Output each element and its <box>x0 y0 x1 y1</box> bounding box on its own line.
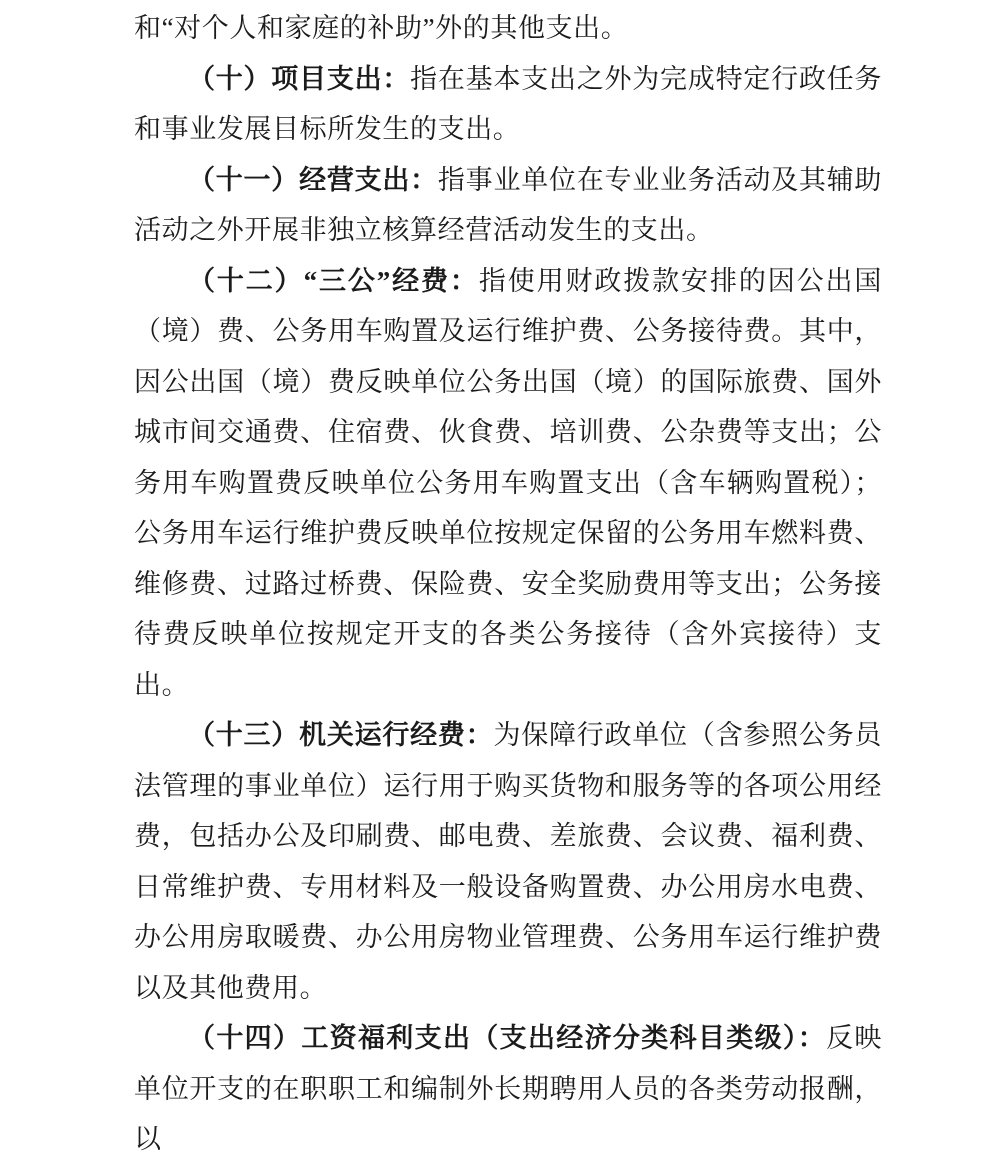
paragraph-heading: （十二）“三公”经费： <box>188 265 479 296</box>
paragraph-item-14 <box>134 1013 882 1165</box>
paragraph-continuation <box>134 3 882 54</box>
paragraph-heading: （十一）经营支出： <box>188 164 438 195</box>
paragraph-heading: （十四）工资福利支出（支出经济分类科目类级）： <box>188 1023 827 1053</box>
paragraph-item-12 <box>134 256 882 711</box>
paragraph-text: 指在基本支出之外为完成特定行政任务和事业发展目标所发生的支出。 <box>134 63 882 144</box>
paragraph-text: 和“对个人和家庭的补助”外的其他支出。 <box>134 13 629 43</box>
paragraph-heading: （十）项目支出： <box>188 63 411 94</box>
paragraph-item-11 <box>134 155 882 256</box>
paragraph-text: 反映单位开支的在职职工和编制外长期聘用人员的各类劳动报酬，以 <box>134 1023 882 1154</box>
paragraph-text: 为保障行政单位（含参照公务员法管理的事业单位）运行用于购买货物和服务等的各项公用经费，包括办公及印刷费、邮电费、差旅费、会议费、福利费、日常维护费、专用材料及一般设备购置费、办公用房水电费、办公用房取暖费、办公用房物业管理费、公务用车运行维护费以及其他费用。 <box>134 720 882 1003</box>
paragraph-item-13 <box>134 710 882 1013</box>
paragraph-heading: （十三）机关运行经费： <box>188 720 494 750</box>
paragraph-text: 指使用财政拨款安排的因公出国（境）费、公务用车购置及运行维护费、公务接待费。其中，因公出国（境）费反映单位公务出国（境）的国际旅费、国外城市间交通费、住宿费、伙食费、培训费、公杂费等支出；公务用车购置费反映单位公务用车购置支出（含车辆购置税）；公务用车运行维护费反映单位按规定保留的公务用车燃料费、维修费、过路过桥费、保险费、安全奖励费用等支出；公务接待费反映单位按规定开支的各类公务接待（含外宾接待）支出。 <box>134 265 882 700</box>
paragraph-item-10 <box>134 54 882 155</box>
paragraph-text: 指事业单位在专业业务活动及其辅助活动之外开展非独立核算经营活动发生的支出。 <box>134 164 882 245</box>
